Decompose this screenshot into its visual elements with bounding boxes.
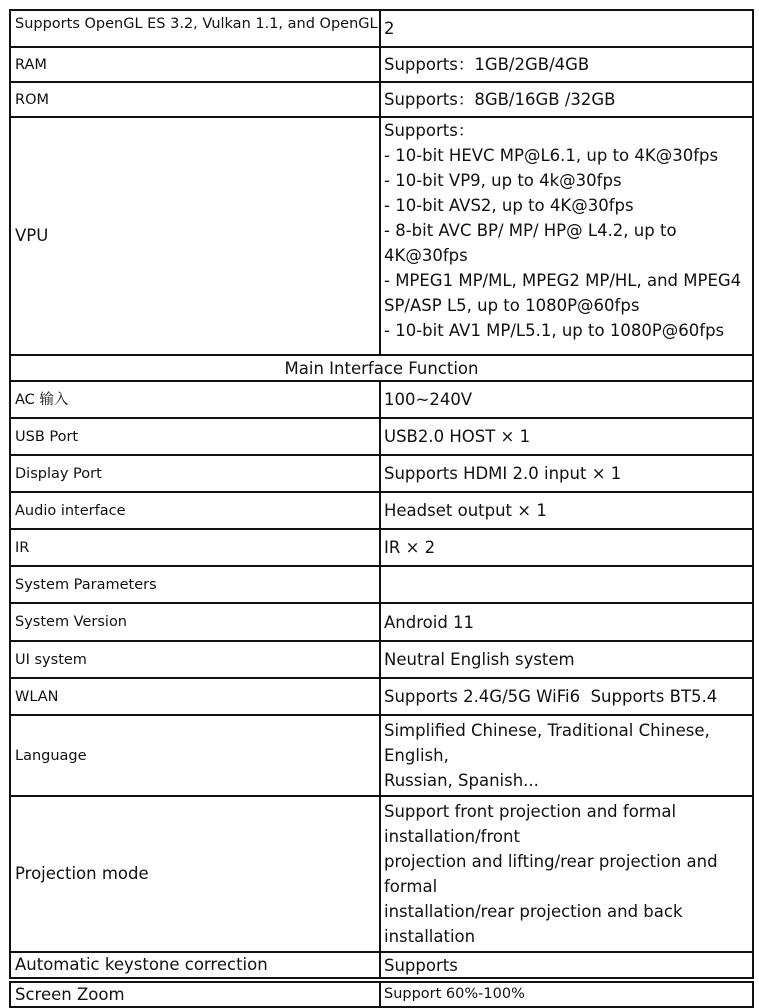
spec-value: Supports：1GB/2GB/4GB: [379, 48, 752, 81]
spec-label: IR: [15, 539, 30, 556]
spec-value: Headset output × 1: [379, 493, 752, 528]
spec-label: RAM: [15, 56, 47, 73]
spec-label: Audio interface: [15, 502, 126, 519]
spec-value: 100~240V: [379, 382, 752, 417]
spec-row-ir: [9, 528, 754, 565]
spec-value: Android 11: [379, 604, 752, 640]
spec-row-vpu: [9, 116, 754, 354]
spec-row-keystone: [9, 951, 754, 979]
spec-value: Supports HDMI 2.0 input × 1: [379, 456, 752, 491]
spec-label: Screen Zoom: [15, 984, 125, 1004]
spec-label: USB Port: [15, 428, 79, 445]
spec-row-ui-system: [9, 640, 754, 677]
spec-row-wlan: [9, 677, 754, 714]
spec-row-ac: [9, 380, 754, 417]
spec-value: IR × 2: [379, 530, 752, 565]
spec-label: VPU: [15, 226, 49, 245]
spec-label: Projection mode: [15, 864, 149, 883]
spec-row-language: [9, 714, 754, 795]
spec-value: Support 60%-100%: [379, 983, 752, 1006]
spec-label: System Version: [15, 614, 127, 630]
spec-row-display-port: [9, 454, 754, 491]
spec-value: Supports 2.4G/5G WiFi6 Supports BT5.4: [379, 679, 752, 714]
spec-value: Simplified Chinese, Traditional Chinese, English, Russian, Spanish...: [379, 716, 752, 795]
spec-row-rom: [9, 81, 754, 116]
spec-row-system-version: [9, 602, 754, 640]
spec-label: Language: [15, 747, 87, 764]
spec-value: [379, 567, 752, 602]
spec-row-audio: [9, 491, 754, 528]
spec-row-system-parameters: [9, 565, 754, 602]
spec-row-opengl: [9, 9, 754, 46]
spec-row-usb: [9, 417, 754, 454]
spec-value: Supports: [379, 953, 752, 977]
spec-value: Neutral English system: [379, 642, 752, 677]
spec-row-ram: [9, 46, 754, 81]
spec-value: Supports：8GB/16GB /32GB: [379, 83, 752, 116]
spec-row-projection-mode: [9, 795, 754, 951]
spec-value: Supports： - 10-bit HEVC MP@L6.1, up to 4K@30fps - 10-bit VP9, up to 4k@30fps - 10-bit AVS2, up to 4K@30fps - 8-bit AVC BP/ MP/ HP@ L4.2, up to 4K@30fps - MPEG1 MP/ML, MPEG2 MP/HL, and MPEG4 SP/ASP L5, up to 1080P@60fps - 10-bit AV1 MP/L5.1, up to 1080P@60fps: [379, 118, 752, 354]
spec-row-screen-zoom: [9, 981, 754, 1008]
spec-label: WLAN: [15, 688, 59, 705]
spec-label: ROM: [15, 91, 49, 108]
spec-value: USB2.0 HOST × 1: [379, 419, 752, 454]
spec-label: Automatic keystone correction: [15, 955, 268, 974]
spec-label: Supports OpenGL ES 3.2, Vulkan 1.1, and OpenGL: [15, 16, 378, 32]
spec-value: 2: [379, 11, 752, 46]
spec-label: UI system: [15, 651, 87, 668]
spec-label: Display Port: [15, 465, 102, 482]
section-header-row: [9, 354, 754, 380]
spec-label: System Parameters: [15, 576, 157, 593]
spec-value: Support front projection and formal installation/front projection and lifting/rear projection and formal installation/rear projection and back installation: [379, 797, 752, 951]
section-header: Main Interface Function: [284, 358, 479, 378]
spec-label: AC 输入: [15, 391, 69, 408]
